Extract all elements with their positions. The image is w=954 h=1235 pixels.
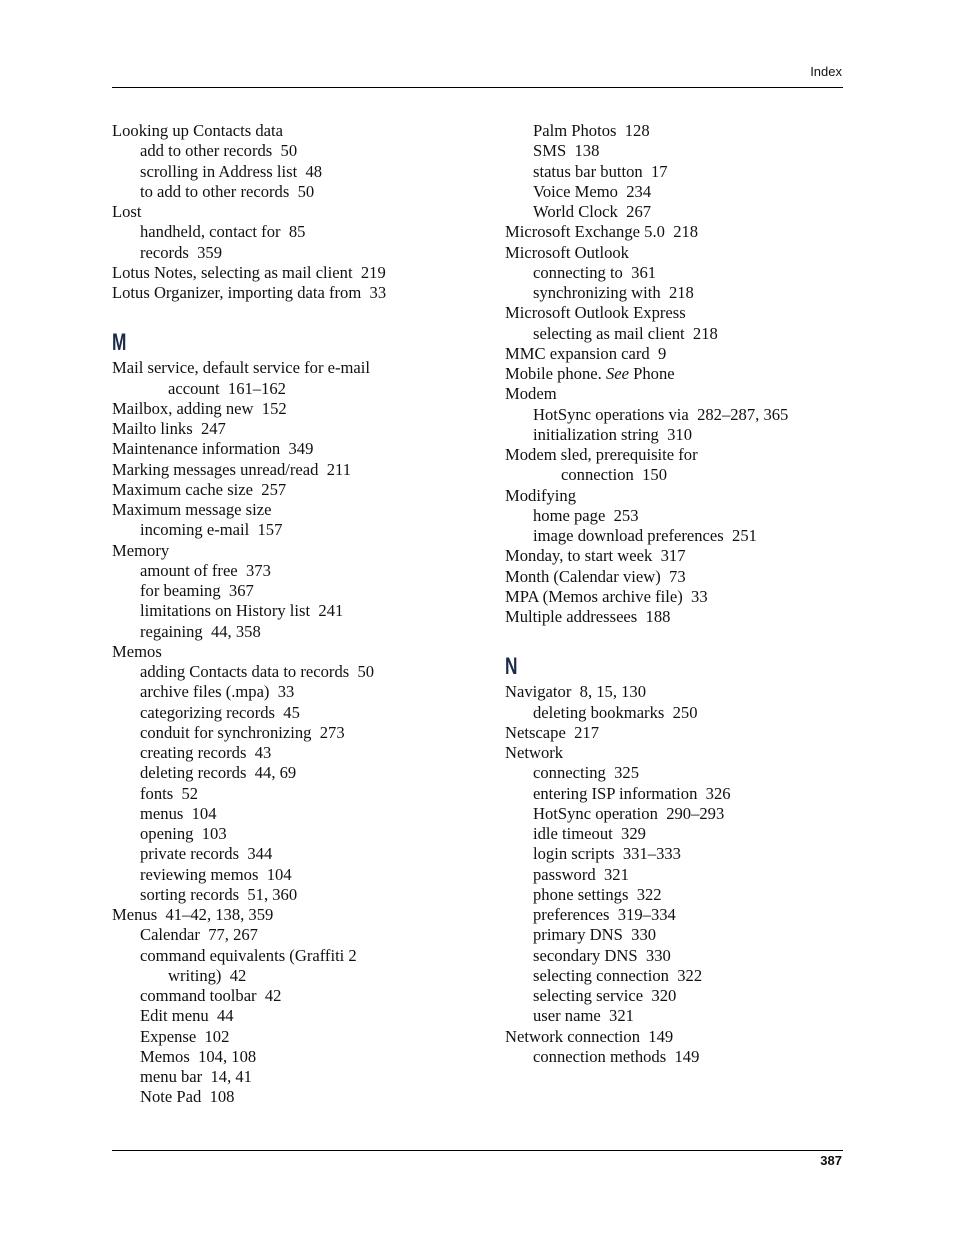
- index-entry: Lost: [112, 202, 142, 221]
- index-subentry: categorizing records 45: [140, 702, 300, 722]
- index-entry: MPA (Memos archive file) 33: [505, 586, 708, 606]
- index-subentry: add to other records 50: [140, 141, 298, 161]
- index-subentry: Palm Photos 128: [533, 121, 650, 140]
- index-entry: Memos: [112, 641, 162, 661]
- index-entry: Mailto links 247: [112, 419, 226, 438]
- index-subentry: connection 150: [561, 465, 667, 485]
- index-subentry: regaining 44, 358: [140, 621, 261, 641]
- index-entry: Modem sled, prerequisite for: [505, 445, 698, 464]
- index-entry: Memory: [112, 540, 170, 560]
- index-subentry: HotSync operation 290–293: [533, 803, 725, 823]
- see-target: Phone: [628, 364, 675, 383]
- index-subentry: adding Contacts data to records 50: [140, 662, 375, 681]
- see-reference: See: [605, 364, 629, 383]
- index-subentry: Edit menu 44: [140, 1006, 234, 1026]
- index-subentry: account 161–162: [168, 378, 286, 398]
- index-entry: Microsoft Outlook Express: [505, 303, 686, 323]
- index-subentry: handheld, contact for 85: [140, 222, 306, 242]
- index-subentry: scrolling in Address list 48: [140, 161, 323, 181]
- index-subentry: selecting connection 322: [533, 965, 703, 985]
- index-subentry: idle timeout 329: [533, 824, 646, 843]
- entry-text: Mobile phone.: [505, 364, 606, 383]
- index-subentry: selecting service 320: [533, 986, 677, 1005]
- index-subentry: opening 103: [140, 824, 227, 843]
- index-subentry: status bar button 17: [533, 161, 668, 181]
- index-subentry: menu bar 14, 41: [140, 1067, 252, 1086]
- index-subentry: image download preferences 251: [533, 526, 757, 545]
- index-subentry: home page 253: [533, 505, 639, 525]
- index-subentry: reviewing memos 104: [140, 864, 292, 884]
- index-entry: [505, 364, 845, 384]
- index-entry: Lotus Notes, selecting as mail client 219: [112, 262, 386, 282]
- index-subentry: login scripts 331–333: [533, 844, 681, 864]
- index-entry: Network connection 149: [505, 1026, 674, 1046]
- index-subentry: sorting records 51, 360: [140, 884, 298, 904]
- index-entry: Menus 41–42, 138, 359: [112, 905, 274, 924]
- index-subentry: selecting as mail client 218: [533, 323, 718, 343]
- index-subentry: private records 344: [140, 844, 273, 864]
- index-entry: Lotus Organizer, importing data from 33: [112, 283, 387, 302]
- index-entry: Modem: [505, 384, 557, 404]
- index-entry: MMC expansion card 9: [505, 343, 667, 363]
- index-subentry: Voice Memo 234: [533, 181, 652, 201]
- index-subentry: preferences 319–334: [533, 905, 676, 924]
- index-subentry: SMS 138: [533, 141, 600, 161]
- index-subentry: records 359: [140, 242, 223, 262]
- index-subentry: Expense 102: [140, 1026, 230, 1046]
- header-rule: [112, 87, 843, 88]
- section-label: Index: [810, 64, 842, 79]
- index-entry: Marking messages unread/read 211: [112, 459, 351, 479]
- index-subentry: connection methods 149: [533, 1046, 700, 1066]
- section-letter: M: [112, 329, 127, 357]
- index-entry: Microsoft Outlook: [505, 242, 629, 262]
- index-subentry: Calendar 77, 267: [140, 925, 258, 945]
- footer-rule: [112, 1150, 843, 1151]
- index-subentry: menus 104: [140, 803, 217, 823]
- index-subentry: fonts 52: [140, 783, 199, 803]
- index-subentry: secondary DNS 330: [533, 945, 671, 965]
- index-subentry: amount of free 373: [140, 560, 271, 580]
- index-subentry: World Clock 267: [533, 202, 652, 221]
- index-entry: Looking up Contacts data: [112, 121, 283, 140]
- index-entry: Multiple addressees 188: [505, 607, 671, 626]
- index-subentry: entering ISP information 326: [533, 783, 731, 803]
- page-number: 387: [820, 1153, 842, 1168]
- index-subentry: user name 321: [533, 1006, 634, 1026]
- index-subentry: incoming e-mail 157: [140, 520, 283, 540]
- index-subentry: for beaming 367: [140, 581, 254, 600]
- index-entry: Monday, to start week 317: [505, 546, 686, 566]
- index-subentry: synchronizing with 218: [533, 283, 694, 302]
- index-subentry: conduit for synchronizing 273: [140, 722, 345, 742]
- index-entry: Maintenance information 349: [112, 439, 314, 459]
- index-subentry: deleting bookmarks 250: [533, 702, 698, 722]
- index-entry: Maximum cache size 257: [112, 479, 287, 499]
- index-subentry: password 321: [533, 864, 629, 884]
- index-entry: Month (Calendar view) 73: [505, 566, 686, 586]
- index-subentry: deleting records 44, 69: [140, 763, 297, 783]
- index-subentry: to add to other records 50: [140, 181, 315, 201]
- index-entry: Modifying: [505, 485, 576, 505]
- index-entry: Mail service, default service for e-mail: [112, 358, 371, 378]
- section-letter: N: [505, 653, 518, 681]
- index-entry: Network: [505, 743, 564, 762]
- index-subentry: limitations on History list 241: [140, 601, 344, 621]
- index-column-left: [112, 121, 452, 1108]
- index-subentry: archive files (.mpa) 33: [140, 682, 295, 702]
- index-subentry: connecting 325: [533, 763, 639, 783]
- index-subentry: Memos 104, 108: [140, 1046, 257, 1066]
- index-subentry: creating records 43: [140, 743, 272, 762]
- index-subentry: writing) 42: [168, 965, 247, 985]
- index-column-right: [505, 121, 845, 1067]
- index-subentry: Note Pad 108: [140, 1087, 235, 1107]
- index-subentry: command equivalents (Graffiti 2: [140, 945, 357, 965]
- index-subentry: connecting to 361: [533, 262, 657, 282]
- index-entry: Microsoft Exchange 5.0 218: [505, 222, 699, 242]
- index-subentry: command toolbar 42: [140, 986, 282, 1005]
- index-subentry: initialization string 310: [533, 424, 693, 444]
- index-subentry: HotSync operations via 282–287, 365: [533, 404, 789, 424]
- index-entry: Navigator 8, 15, 130: [505, 682, 647, 702]
- index-entry: Mailbox, adding new 152: [112, 398, 287, 418]
- index-entry: Netscape 217: [505, 722, 599, 742]
- index-subentry: phone settings 322: [533, 884, 662, 904]
- index-entry: Maximum message size: [112, 500, 272, 519]
- index-subentry: primary DNS 330: [533, 925, 657, 945]
